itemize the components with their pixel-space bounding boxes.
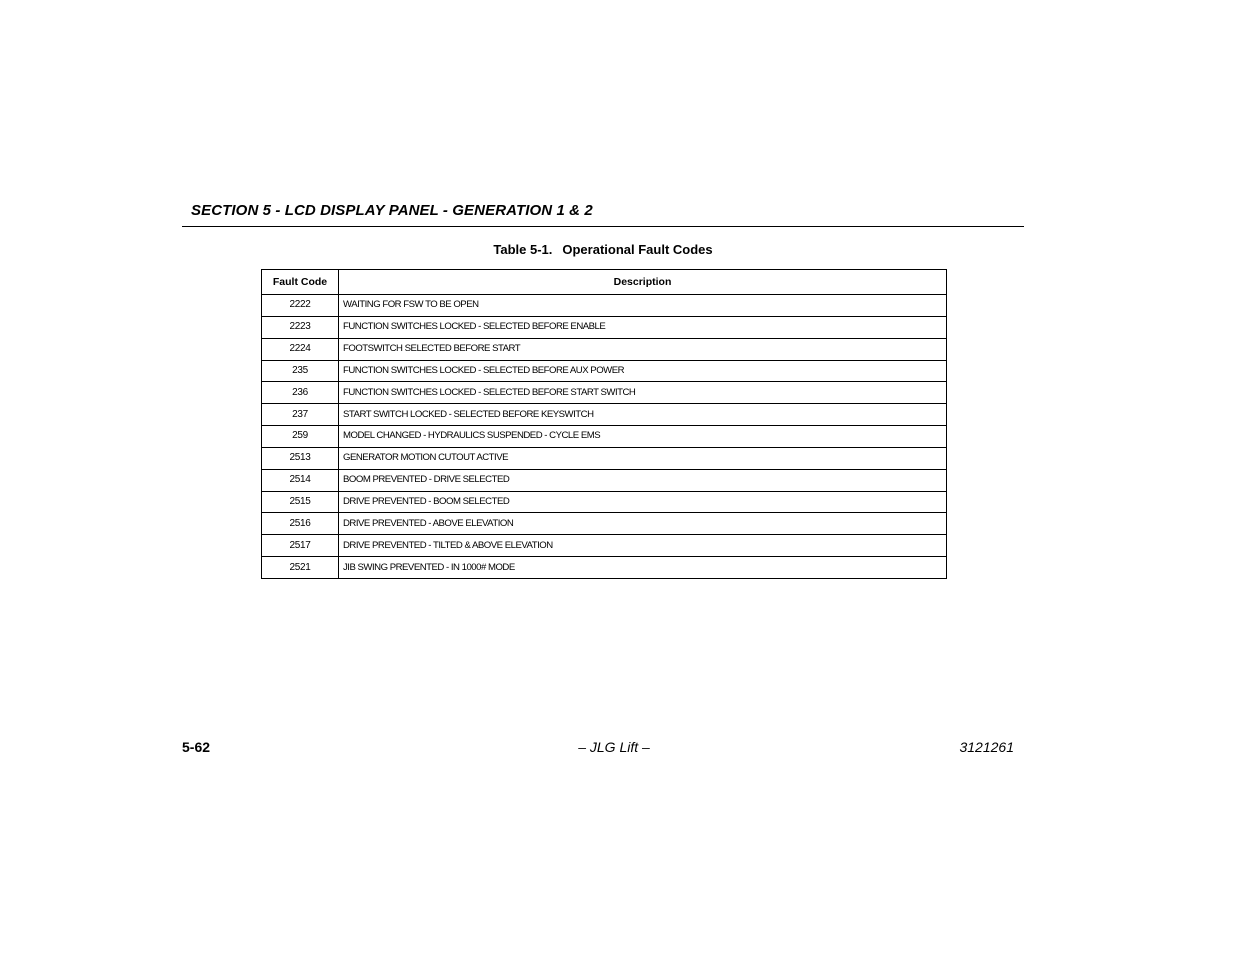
- description-cell: FUNCTION SWITCHES LOCKED - SELECTED BEFORE START SWITCH: [339, 382, 947, 404]
- description-cell: DRIVE PREVENTED - ABOVE ELEVATION: [339, 513, 947, 535]
- document-number: 3121261: [959, 739, 1014, 755]
- table-row: [262, 557, 947, 579]
- table-row: [262, 513, 947, 535]
- fault-code-cell: 2514: [262, 469, 339, 491]
- fault-code-cell: 2516: [262, 513, 339, 535]
- fault-code-cell: 2521: [262, 557, 339, 579]
- table-row: [262, 316, 947, 338]
- fault-codes-table: [261, 269, 947, 579]
- description-cell: FOOTSWITCH SELECTED BEFORE START: [339, 338, 947, 360]
- description-cell: DRIVE PREVENTED - TILTED & ABOVE ELEVATION: [339, 535, 947, 557]
- description-cell: GENERATOR MOTION CUTOUT ACTIVE: [339, 447, 947, 469]
- footer-publisher: – JLG Lift –: [578, 739, 650, 755]
- table-row: [262, 469, 947, 491]
- column-header-fault-code: Fault Code: [262, 270, 339, 295]
- table-row: [262, 404, 947, 426]
- table-row: [262, 382, 947, 404]
- table-caption-title: Operational Fault Codes: [562, 242, 713, 257]
- description-cell: MODEL CHANGED - HYDRAULICS SUSPENDED - CYCLE EMS: [339, 426, 947, 448]
- table-caption-number: Table 5-1.: [493, 242, 553, 257]
- fault-code-cell: 235: [262, 360, 339, 382]
- fault-code-cell: 2222: [262, 295, 339, 317]
- description-cell: DRIVE PREVENTED - BOOM SELECTED: [339, 491, 947, 513]
- page-number: 5-62: [182, 739, 211, 755]
- table-row: [262, 426, 947, 448]
- table-row: [262, 360, 947, 382]
- table-header-row: [262, 270, 947, 295]
- fault-code-cell: 2223: [262, 316, 339, 338]
- section-title: SECTION 5 - LCD DISPLAY PANEL - GENERATION 1 & 2: [191, 202, 593, 219]
- fault-code-cell: 259: [262, 426, 339, 448]
- description-cell: START SWITCH LOCKED - SELECTED BEFORE KEYSWITCH: [339, 404, 947, 426]
- table-row: [262, 491, 947, 513]
- fault-code-cell: 2513: [262, 447, 339, 469]
- fault-code-cell: 237: [262, 404, 339, 426]
- table-row: [262, 447, 947, 469]
- description-cell: WAITING FOR FSW TO BE OPEN: [339, 295, 947, 317]
- description-cell: BOOM PREVENTED - DRIVE SELECTED: [339, 469, 947, 491]
- table-caption: [182, 242, 1024, 257]
- fault-code-cell: 236: [262, 382, 339, 404]
- table-row: [262, 338, 947, 360]
- column-header-description: Description: [339, 270, 947, 295]
- fault-code-cell: 2515: [262, 491, 339, 513]
- fault-code-cell: 2517: [262, 535, 339, 557]
- fault-code-cell: 2224: [262, 338, 339, 360]
- description-cell: FUNCTION SWITCHES LOCKED - SELECTED BEFORE AUX POWER: [339, 360, 947, 382]
- header-divider: [182, 226, 1024, 227]
- description-cell: FUNCTION SWITCHES LOCKED - SELECTED BEFORE ENABLE: [339, 316, 947, 338]
- description-cell: JIB SWING PREVENTED - IN 1000# MODE: [339, 557, 947, 579]
- table-row: [262, 295, 947, 317]
- table-row: [262, 535, 947, 557]
